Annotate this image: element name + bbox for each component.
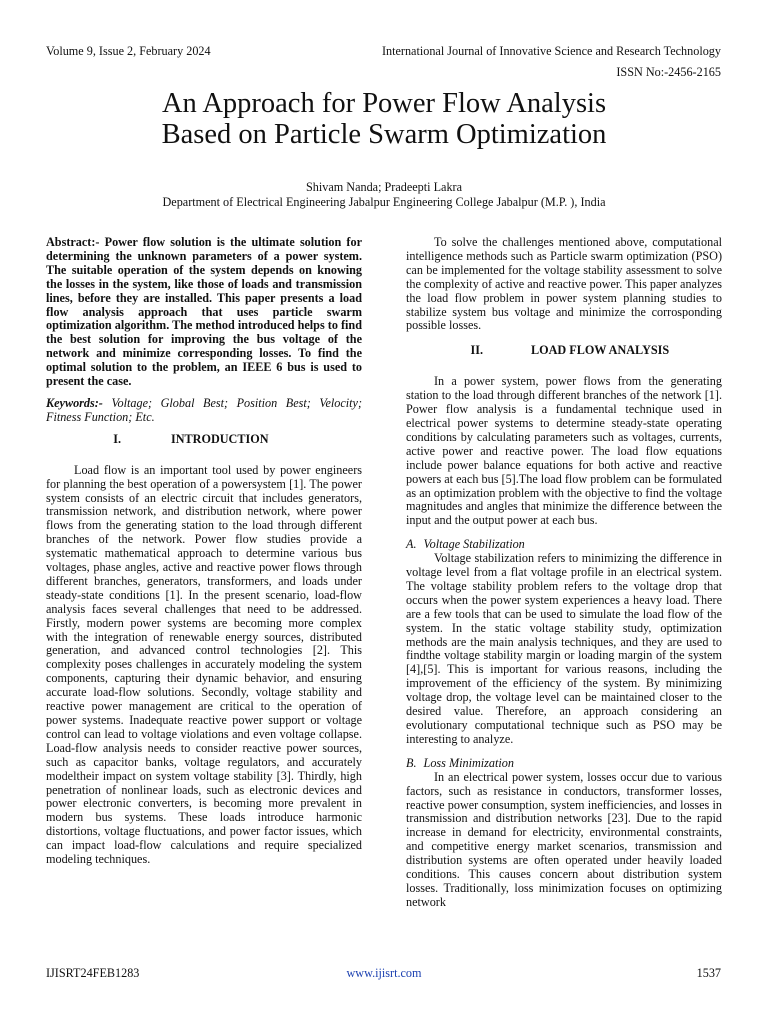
left-column xyxy=(46,236,362,867)
volume-info: Volume 9, Issue 2, February 2024 xyxy=(46,44,211,58)
keywords xyxy=(46,397,362,425)
authors: Shivam Nanda; Pradeepti Lakra xyxy=(305,180,462,194)
subsection-letter: A. xyxy=(406,537,417,552)
subsection-letter: B. xyxy=(406,755,417,770)
subsection-title: Loss Minimization xyxy=(423,755,514,770)
website-link[interactable]: www.ijisrt.com xyxy=(346,966,422,980)
introduction-paragraph: Load flow is an important tool used by power engineers for planning the best operation of a powersystem [1]. The power system consists of an electric circuit that includes generators, transmission network, and distribution network, where power flows from the generating station to the load through different branches of the network. Power flow studies provide a systematic mathematical approach to determine various bus voltages, phase angles, active and reactive power flows through different branches, generators, transformers, and loads under steady-state conditions [1]. In the present scenario, load-flow analysis faces several challenges that need to be addressed. Firstly, modern power systems are becoming more complex with the integration of renewable energy sources, distributed generation, and advanced control technologies [2]. This complexity poses challenges in accurately modeling the system components, capturing their dynamic behavior, and ensuring accurate load-flow solutions. Secondly, voltage stability and reactive power management are critical to the operation of power systems. Inadequate reactive power support or voltage control can lead to voltage violations and even voltage collapse. Load-flow analysis needs to consider reactive power sources, such as capacitor banks, voltage regulators, and accurately modeltheir impact on system voltage stability [3]. Thirdly, high penetration of nonlinear loads, such as electronic devices and power electronic converters, is becoming more prevalent in modern bus systems. These loads introduce harmonic distortions, voltage fluctuations, and power factor issues, which can impact load-flow calculations and require specialized modeling techniques. xyxy=(46,462,362,867)
right-column xyxy=(406,236,722,910)
load-flow-paragraph: In a power system, power flows from the generating station to the load through different branches of the network [1]. Power flow analysis is a fundamental technique used in electrical power systems to determine steady-state operating conditions by calculating parameters such as voltages, currents, active power and reactive power. The load flow equations include power balance equations for both active and reactive powers at each bus [5].The load flow problem can be formulated as an optimization problem with the objective to find the voltage magnitudes and angles that minimize the difference between the input and the output power at each bus. xyxy=(406,374,722,528)
section-number: I. xyxy=(113,431,121,446)
section-title: INTRODUCTION xyxy=(171,431,269,446)
section-title: LOAD FLOW ANALYSIS xyxy=(531,343,670,358)
affiliation: Department of Electrical Engineering Jabalpur Engineering College Jabalpur (M.P. ), India xyxy=(162,195,606,209)
section-heading-introduction xyxy=(46,433,362,447)
issn: ISSN No:-2456-2165 xyxy=(616,65,721,79)
section-number: II. xyxy=(470,343,483,358)
loss-minimization-paragraph: In an electrical power system, losses occur due to various factors, such as resistance in conductors, transformer losses, reactive power consumption, system inefficiencies, and losses in transmission and distribution networks [23]. Due to the rapid increase in demand for electricity, environmental constraints, and competitive energy market scenarios, transmission and distribution systems are often operated under heavily loaded conditions. This causes concern about distribution system losses. Traditionally, loss minimization focuses on optimizing network xyxy=(406,769,722,909)
paper-id: IJISRT24FEB1283 xyxy=(46,966,140,980)
subsection-heading-loss-minimization xyxy=(406,757,722,771)
keywords-label: Keywords:- xyxy=(46,395,103,410)
voltage-stabilization-paragraph: Voltage stabilization refers to minimizing the difference in voltage level from a flat voltage profile in an electrical system. The voltage stability problem refers to the voltage drop that occurs when the power system experiences a heavy load. There are a few tools that can be used to simulate the load flow of the system. In the static voltage stability study, optimization methods are the main analysis techniques, and they are used to findthe voltage stability margin or loading margin of the system [4],[5]. This is important for various reasons, including the improvement of the efficiency of the system. By minimizing voltage drop, the voltage level can be maintained closer to the desired value. Therefore, an approach considering an evolutionary computational technique such as PSO may be interesting to analyze. xyxy=(406,551,722,746)
subsection-heading-voltage-stabilization xyxy=(406,538,722,552)
keywords-text: Voltage; Global Best; Position Best; Velocity; Fitness Function; Etc. xyxy=(46,395,363,424)
page-number: 1537 xyxy=(696,966,721,980)
paper-title xyxy=(0,88,768,150)
title-line-2: Based on Particle Swarm Optimization xyxy=(161,119,607,150)
subsection-title: Voltage Stabilization xyxy=(423,537,525,552)
intro-continuation-paragraph: To solve the challenges mentioned above, computational intelligence methods such as Particle swarm optimization (PSO) can be implemented for the voltage stability assessment to solve the complexity of active and reactive power. This paper analyzes the load flow problem in power system planning studies to stabilize system bus voltage and minimize the corrosponding possible losses. xyxy=(406,235,722,333)
title-line-1: An Approach for Power Flow Analysis xyxy=(161,88,607,119)
abstract: Abstract:- Power flow solution is the ultimate solution for determining the unknown parameters of a power system. The suitable operation of the system depends on knowing the losses in the system, like those of loads and transmission lines, before they are installed. This paper presents a load flow analysis approach that uses particle swarm optimization algorithm. The method introduced helps to find the best solution for improving the bus voltage of the network and minimize corresponding losses. To find the optimal solution to the problem, an IEEE 6 bus is used to present the case. xyxy=(46,235,362,389)
section-heading-load-flow xyxy=(406,344,722,358)
journal-name: International Journal of Innovative Science and Research Technology xyxy=(381,44,721,58)
